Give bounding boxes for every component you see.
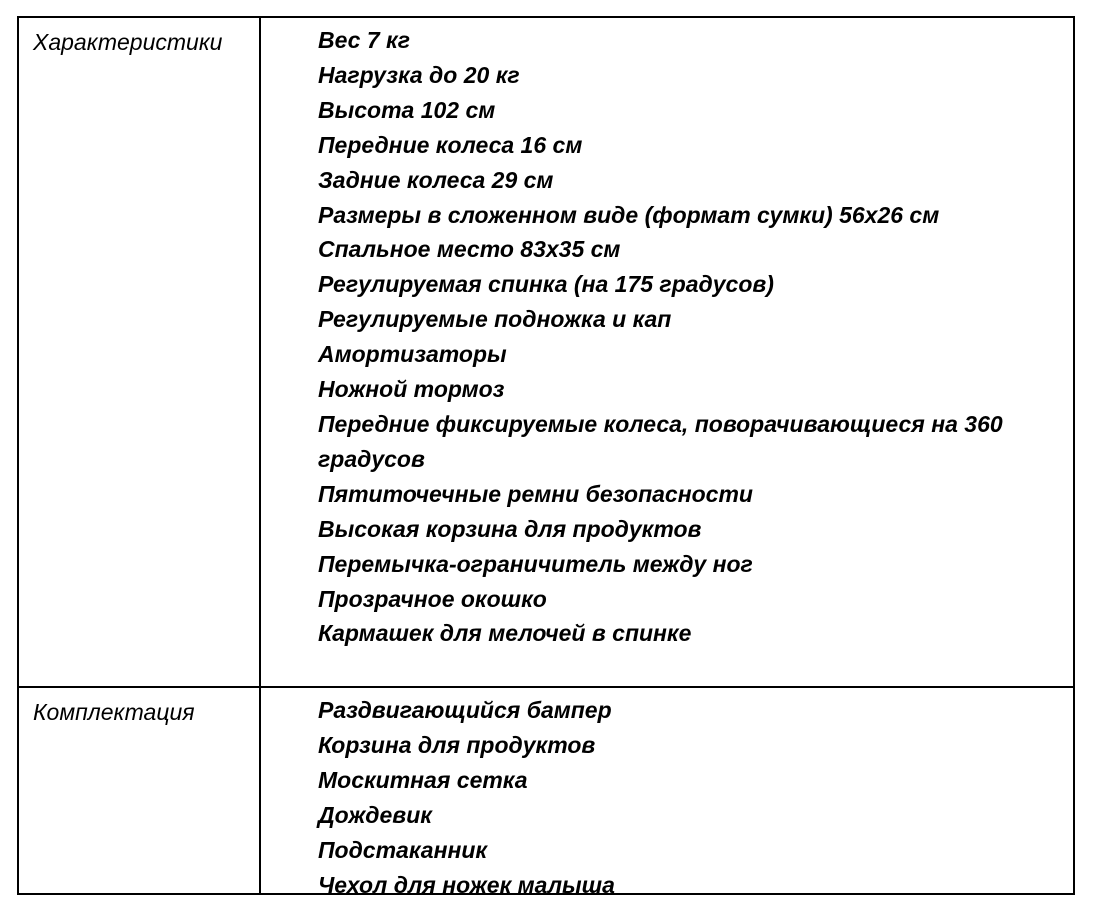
row-label-kit: Комплектация [33,699,195,725]
kit-item: Москитная сетка [318,766,528,793]
spec-item: Нагрузка до 20 кг [318,61,520,88]
spec-item: Пятиточечные ремни безопасности [318,480,753,507]
spec-item: Передние фиксируемые колеса, поворачивающиеся на 360 [318,410,1003,437]
spec-item: Перемычка-ограничитель между ног [318,550,753,577]
kit-item: Раздвигающийся бампер [318,697,612,723]
value-list-kit [318,693,1057,902]
row-label-specs: Характеристики [33,29,223,55]
kit-item: Подстаканник [318,836,488,863]
spec-item: Прозрачное окошко [318,585,547,612]
spec-item-continuation: градусов [318,445,425,472]
spec-item: Кармашек для мелочей в спинке [318,620,692,647]
spec-item: Регулируемая спинка (на 175 градусов) [318,271,774,298]
spec-item: Задние колеса 29 см [318,166,554,193]
spec-item: Ножной тормоз [318,376,505,403]
value-list-specs [318,23,1057,651]
spec-item: Размеры в сложенном виде (формат сумки) 56x26 см [318,201,940,228]
spec-item: Высокая корзина для продуктов [318,515,702,542]
spec-table [17,16,1075,898]
kit-item: Дождевик [318,801,432,828]
kit-item: Корзина для продуктов [318,731,596,758]
spec-item: Спальное место 83х35 см [318,236,621,263]
spec-item: Регулируемые подножка и кап [318,306,672,333]
table-row-kit [19,688,1073,898]
spec-item: Амортизаторы [318,341,507,368]
table-row-specs [19,18,1073,688]
spec-item: Передние колеса 16 см [318,131,583,158]
spec-item: Высота 102 см [318,96,496,123]
kit-item: Чехол для ножек малыша [318,871,615,898]
spec-item: Вес 7 кг [318,27,410,53]
